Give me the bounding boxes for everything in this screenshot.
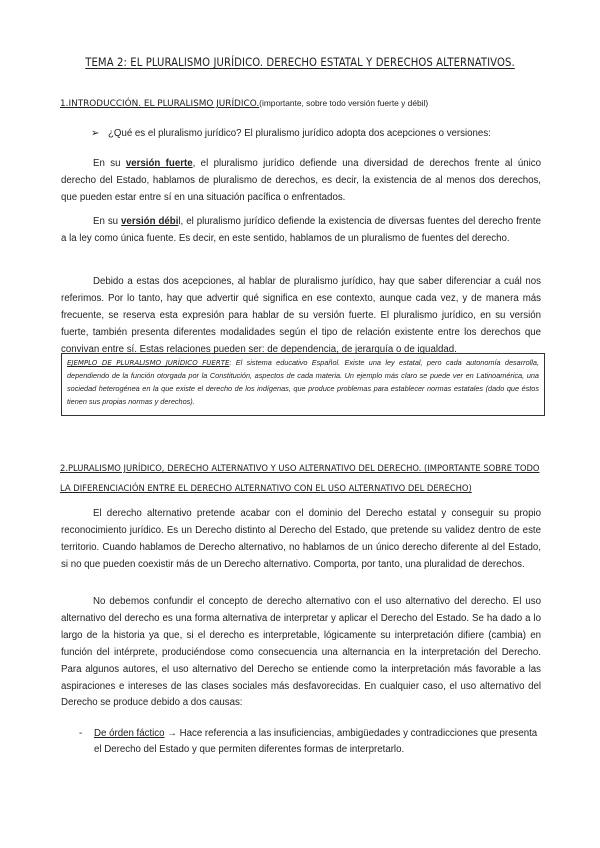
p1-pre: En su — [93, 158, 126, 169]
p2-pre: En su — [93, 216, 122, 227]
list-item-term: De órden fáctico — [94, 728, 165, 739]
p5-text: No debemos confundir el concepto de derecho alternativo con el uso alternativo del derecho. El uso alternativo del derecho es una forma alternativa de interpretar y aplicar el Derecho del Estado. Se ha dado a lo largo de la historia ya que, si el derecho es interpretable, lógicamente su interpretación difiere (cambia) en función del intérprete, produciéndose como consecuencia una alternancia en la interpretación del Derecho. Para algunos autores, el uso alternativo del Derecho se entiende como la interpretación más favorable a las aspiraciones e intereses de las clases sociales más desfavorecidas. En cualquier caso, el uso alternativo del Derecho se produce debido a dos causas: — [61, 596, 541, 709]
document-title: TEMA 2: EL PLURALISMO JURÍDICO. DERECHO ESTATAL Y DERECHOS ALTERNATIVOS. — [85, 56, 515, 69]
list-item-text: → Hace referencia a las insuficiencias, ambigüedades y contradicciones que presenta el Derecho del Estado y que permiten diferentes formas de interpretarlo. — [94, 728, 538, 755]
list-item-dash: - — [79, 728, 83, 739]
section-2-title: 2.PLURALISMO JURÍDICO, DERECHO ALTERNATIVO Y USO ALTERNATIVO DEL DERECHO. — [60, 463, 422, 473]
example-box — [61, 353, 545, 416]
paragraph-derecho-alternativo — [61, 506, 541, 574]
p1-post: , el pluralismo jurídico defiende una diversidad de derechos frente al único derecho del Estado, hablamos de pluralismo de derechos, es decir, la existencia de al menos dos derechos, que pueden estar entre sí en una situación pacífica o enfrentados. — [61, 158, 541, 203]
paragraph-uso-alternativo — [61, 594, 541, 712]
paragraph-weak-version — [61, 214, 541, 248]
question-bullet — [91, 128, 558, 139]
question-text: ¿Qué es el pluralismo jurídico? El pluralismo jurídico adopta dos acepciones o versiones: — [108, 128, 491, 139]
p4-text: El derecho alternativo pretende acabar con el dominio del Derecho estatal y conseguir su propio reconocimiento jurídico. Es un Derecho distinto al Derecho del Estado, que pretende su validez dentro de este territorio. Cuando hablamos de Derecho alternativo, no hablamos de un único derecho diferente al del Estado, si no que pueden coexistir más de un Derecho alternativo. Comporta, por tanto, una pluralidad de derechos. — [61, 508, 541, 570]
term-weak-version: versión débi — [121, 216, 179, 227]
example-text: : El sistema educativo Español. Existe una ley estatal, pero cada autonomía desarrolla, dependiendo de la función otorgada por la Constitución, aspectos de cada materia. Un ejemplo más claro se puede ver en Latinoamérica, una sociedad heterogénea en la que existe el derecho de los indígenas, que produce problemas para establecer normas estatales (dado que éstos tienen sus propias normas y derechos). — [67, 358, 539, 406]
paragraph-acepciones — [61, 274, 541, 359]
p2-post: l, el pluralismo jurídico defiende la existencia de diversas fuentes del derecho frente a la ley como única fuente. Es decir, en este sentido, hablamos de un pluralismo de fuentes del derecho. — [61, 216, 541, 244]
example-label: EJEMPLO DE PLURALISMO JURÍDICO FUERTE — [67, 359, 230, 367]
paragraph-strong-version — [61, 156, 541, 207]
section-2-note: (IMPORTANTE SOBRE TODO LA DIFERENCIACIÓN ENTRE EL DERECHO ALTERNATIVO CON EL USO ALTERNATIVO DEL DERECHO) — [60, 463, 540, 493]
p3-text: Debido a estas dos acepciones, al hablar de pluralismo jurídico, hay que saber diferenciar a cuál nos referimos. Por lo tanto, hay que advertir qué significa en ese contexto, aunque cada vez, y de manera más frecuente, se reserva esta expresión para hablar de su versión fuerte. El pluralismo jurídico, en su versión fuerte, también presenta diferentes modalidades según el tipo de relación existente entre los derechos que convivan entre sí. Estas relaciones pueden ser: de dependencia, de jerarquía o de igualdad. — [61, 276, 541, 355]
arrow-bullet-icon: ➢ — [91, 128, 100, 139]
term-strong-version: versión fuerte — [125, 158, 193, 169]
section-1-heading — [60, 97, 560, 109]
section-1-note: (importante, sobre todo versión fuerte y débil) — [259, 98, 429, 108]
section-1-title: 1.INTRODUCCIÓN. EL PLURALISMO JURÍDICO. — [60, 99, 260, 109]
list-item — [94, 726, 546, 757]
section-2-heading — [60, 458, 546, 498]
